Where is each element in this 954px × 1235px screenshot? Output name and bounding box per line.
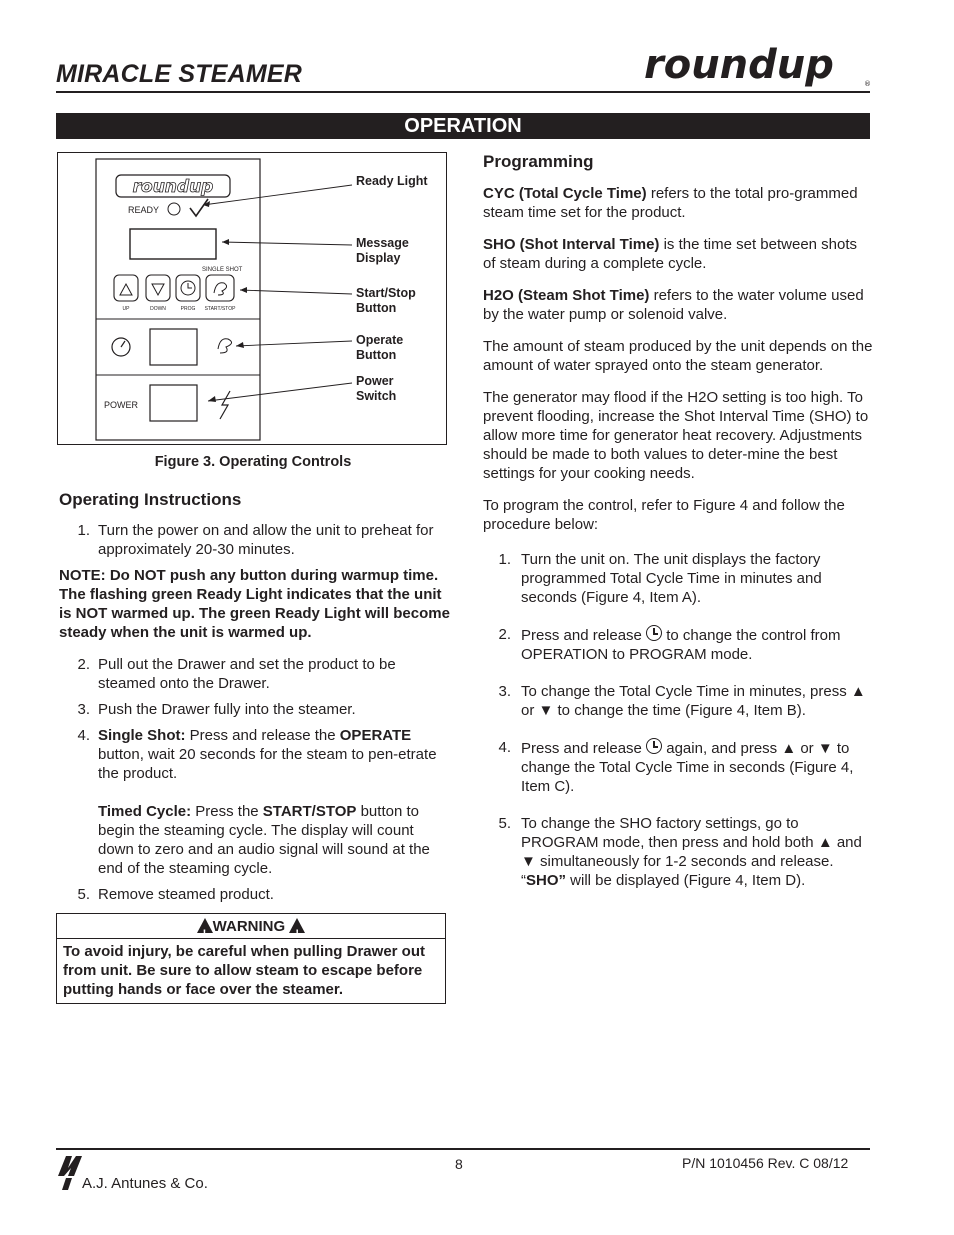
programming-steps	[483, 550, 873, 890]
svg-text:®: ®	[864, 80, 871, 88]
list-item: 4. Press and release again, and press ▲ or ▼ to change the Total Cycle Time in seconds (Figure 4, Item C).	[498, 739, 854, 795]
programming-heading: Programming	[483, 152, 594, 171]
down-arrow-icon	[152, 284, 164, 295]
programming-section	[483, 152, 873, 908]
sho-definition: SHO (Shot Interval Time) is the time set between shots of steam during a complete cycle.	[483, 236, 858, 272]
panel-brand-text: roundup	[132, 177, 214, 197]
list-item: 5. Remove steamed product.	[77, 886, 274, 903]
down-button-shape	[146, 275, 170, 301]
header-rule	[56, 91, 870, 93]
list-item: 1. Turn the power on and allow the unit to preheat for approximately 20-30 minutes.	[77, 522, 434, 558]
company-name: A.J. Antunes & Co.	[82, 1175, 208, 1192]
up-arrow-icon	[120, 284, 132, 295]
page-number: 8	[455, 1156, 463, 1172]
start-stop-steam-icon	[214, 283, 227, 295]
up-button-shape	[114, 275, 138, 301]
operating-instructions-heading: Operating Instructions	[59, 490, 242, 509]
warning-triangle-icon	[197, 918, 213, 933]
operate-steam-icon	[218, 339, 232, 353]
power-switch-shape	[150, 385, 197, 421]
part-number: P/N 1010456 Rev. C 08/12	[682, 1155, 849, 1171]
h2o-definition: H2O (Steam Shot Time) refers to the water volume used by the water pump or solenoid valve.	[483, 287, 864, 323]
flood-paragraph: The generator may flood if the H2O setting is too high. To prevent flooding, increase the Shot Interval Time (SHO) to allow more time for generator heat recovery. Adjustments should be made to both values to deter-mine the best settings for your cooking needs.	[483, 389, 869, 482]
svg-text:START/STOP: START/STOP	[204, 306, 236, 312]
warning-box	[56, 913, 446, 1004]
svg-text:PROG: PROG	[180, 306, 196, 312]
timer-icon	[646, 738, 662, 754]
message-display	[130, 229, 216, 259]
document-title: MIRACLE STEAMER	[56, 60, 303, 88]
lightning-icon	[220, 391, 230, 419]
panel-power-label: POWER	[104, 400, 139, 410]
operate-button-shape	[150, 329, 197, 365]
figure-caption: Figure 3. Operating Controls	[154, 454, 352, 470]
single-shot-label: SINGLE SHOT	[202, 267, 243, 273]
section-heading: OPERATION	[56, 113, 870, 139]
footer-rule	[56, 1148, 870, 1150]
callout-message-display: Message Display	[356, 236, 409, 265]
program-intro-paragraph: To program the control, refer to Figure 4 and follow the procedure below:	[483, 497, 845, 533]
figure-operating-controls	[57, 152, 447, 445]
roundup-logo	[640, 40, 872, 90]
callout-power: Power Switch	[356, 374, 397, 403]
warmup-note: NOTE: Do NOT push any button during warmup time. The flashing green Ready Light indicates that the unit is NOT warmed up. The green Ready Light will become steady when the unit is warmed up.	[59, 567, 450, 641]
step-list-2	[74, 655, 444, 904]
callout-operate: Operate Button	[356, 333, 404, 362]
list-item: 1. Turn the unit on. The unit displays the factory programmed Total Cycle Time in minutes and seconds (Figure 4, Item A).	[498, 551, 822, 606]
timed-cycle-text: Timed Cycle: Press the START/STOP button to begin the steaming cycle. The display will count down to zero and an audio signal will sound at the end of the steaming cycle.	[98, 803, 430, 877]
list-item: 5. To change the SHO factory settings, go to PROGRAM mode, then press and hold both ▲ and ▼ simultaneously for 1-2 seconds and release. “SHO” will be displayed (Figure 4, Item D).	[498, 815, 862, 889]
svg-text:roundup: roundup	[644, 42, 834, 88]
list-item: 3. Push the Drawer fully into the steamer.	[77, 701, 356, 718]
ready-check-icon	[190, 199, 208, 216]
list-item: 2. Pull out the Drawer and set the product to be steamed onto the Drawer.	[77, 656, 396, 692]
callout-start-stop: Start/Stop Button	[356, 286, 416, 315]
callout-ready-light: Ready Light	[356, 174, 428, 188]
list-item: 2. Press and release to change the control from OPERATION to PROGRAM mode.	[498, 626, 841, 663]
warning-text: To avoid injury, be careful when pulling Drawer out from unit. Be sure to allow steam to escape before putting hands or face over the steamer.	[63, 943, 425, 998]
warning-triangle-icon	[289, 918, 305, 933]
list-item: 3. To change the Total Cycle Time in minutes, press ▲ or ▼ to change the time (Figure 4, Item B).	[498, 683, 866, 719]
step-list-1	[74, 521, 444, 559]
start-stop-button-shape	[206, 275, 234, 301]
panel-ready-label: READY	[128, 205, 160, 215]
steam-amount-paragraph: The amount of steam produced by the unit depends on the amount of water sprayed onto the steam generator.	[483, 338, 873, 374]
warning-header: !WARNING !	[57, 914, 445, 939]
svg-text:DOWN: DOWN	[150, 306, 166, 312]
svg-text:UP: UP	[122, 306, 130, 312]
timer-icon	[646, 625, 662, 641]
list-item: 4. Single Shot: Press and release the OPERATE button, wait 20 seconds for the steam to pen-etrate the product. Timed Cycle: Press the START/STOP button to begin the steaming cycle. The display will count down to zero and an audio signal will sound at the end of the steaming cycle.	[74, 726, 444, 878]
ready-light-icon	[168, 203, 180, 215]
cyc-definition: CYC (Total Cycle Time) refers to the total pro-grammed steam time set for the product.	[483, 185, 858, 221]
